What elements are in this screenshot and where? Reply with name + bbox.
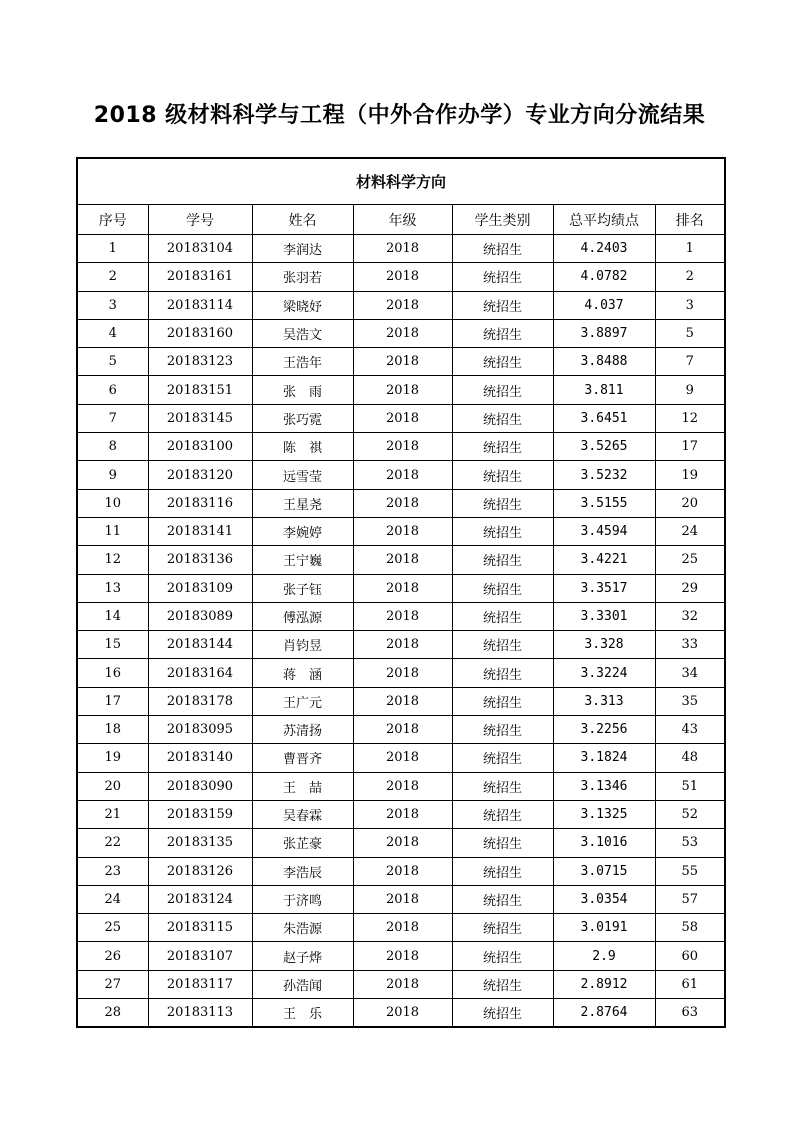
cell-grade: 2018: [353, 319, 452, 347]
cell-name: 苏清扬: [252, 716, 353, 744]
cell-name: 李润达: [252, 235, 353, 263]
cell-seq: 7: [77, 404, 148, 432]
cell-student-id: 20183135: [148, 829, 252, 857]
table-row: [77, 263, 725, 291]
table-row: [77, 744, 725, 772]
cell-gpa: 3.8897: [553, 319, 655, 347]
cell-rank: 1: [655, 235, 725, 263]
cell-seq: 22: [77, 829, 148, 857]
cell-student-type: 统招生: [452, 291, 553, 319]
cell-student-id: 20183113: [148, 999, 252, 1028]
cell-seq: 18: [77, 716, 148, 744]
cell-student-type: 统招生: [452, 744, 553, 772]
table-row: [77, 716, 725, 744]
cell-grade: 2018: [353, 885, 452, 913]
table-row: [77, 489, 725, 517]
cell-rank: 17: [655, 433, 725, 461]
table-row: [77, 687, 725, 715]
cell-student-type: 统招生: [452, 517, 553, 545]
cell-student-id: 20183136: [148, 546, 252, 574]
cell-student-type: 统招生: [452, 404, 553, 432]
cell-grade: 2018: [353, 942, 452, 970]
cell-gpa: 3.313: [553, 687, 655, 715]
cell-grade: 2018: [353, 687, 452, 715]
cell-grade: 2018: [353, 433, 452, 461]
cell-student-id: 20183123: [148, 348, 252, 376]
cell-seq: 15: [77, 631, 148, 659]
cell-grade: 2018: [353, 235, 452, 263]
cell-seq: 2: [77, 263, 148, 291]
cell-rank: 48: [655, 744, 725, 772]
table-row: [77, 857, 725, 885]
cell-name: 赵子烨: [252, 942, 353, 970]
cell-seq: 12: [77, 546, 148, 574]
cell-grade: 2018: [353, 546, 452, 574]
table-row: [77, 829, 725, 857]
cell-student-id: 20183090: [148, 772, 252, 800]
cell-student-type: 统招生: [452, 319, 553, 347]
cell-gpa: 4.2403: [553, 235, 655, 263]
cell-grade: 2018: [353, 517, 452, 545]
cell-student-id: 20183140: [148, 744, 252, 772]
cell-student-type: 统招生: [452, 376, 553, 404]
cell-seq: 8: [77, 433, 148, 461]
cell-grade: 2018: [353, 376, 452, 404]
cell-seq: 5: [77, 348, 148, 376]
cell-rank: 57: [655, 885, 725, 913]
cell-rank: 52: [655, 800, 725, 828]
cell-student-type: 统招生: [452, 716, 553, 744]
cell-name: 张子钰: [252, 574, 353, 602]
table-row: [77, 517, 725, 545]
cell-name: 蒋 涵: [252, 659, 353, 687]
cell-grade: 2018: [353, 659, 452, 687]
cell-student-type: 统招生: [452, 800, 553, 828]
cell-grade: 2018: [353, 914, 452, 942]
section-title: 材料科学方向: [77, 158, 725, 205]
cell-gpa: 3.0715: [553, 857, 655, 885]
cell-gpa: 4.037: [553, 291, 655, 319]
cell-gpa: 3.0354: [553, 885, 655, 913]
cell-student-id: 20183109: [148, 574, 252, 602]
cell-student-id: 20183114: [148, 291, 252, 319]
cell-seq: 9: [77, 461, 148, 489]
cell-gpa: 2.9: [553, 942, 655, 970]
column-header-rank: 排名: [655, 205, 725, 235]
table-row: [77, 404, 725, 432]
cell-name: 吴浩文: [252, 319, 353, 347]
table-row: [77, 376, 725, 404]
cell-rank: 7: [655, 348, 725, 376]
cell-rank: 9: [655, 376, 725, 404]
cell-gpa: 3.1325: [553, 800, 655, 828]
cell-seq: 4: [77, 319, 148, 347]
cell-student-type: 统招生: [452, 885, 553, 913]
cell-student-id: 20183141: [148, 517, 252, 545]
cell-name: 张 雨: [252, 376, 353, 404]
cell-gpa: 3.6451: [553, 404, 655, 432]
cell-student-type: 统招生: [452, 263, 553, 291]
cell-student-type: 统招生: [452, 546, 553, 574]
cell-gpa: 3.8488: [553, 348, 655, 376]
cell-name: 李婉婷: [252, 517, 353, 545]
cell-student-type: 统招生: [452, 461, 553, 489]
cell-student-type: 统招生: [452, 772, 553, 800]
table-row: [77, 433, 725, 461]
cell-student-type: 统招生: [452, 829, 553, 857]
cell-student-id: 20183144: [148, 631, 252, 659]
cell-grade: 2018: [353, 716, 452, 744]
cell-student-id: 20183160: [148, 319, 252, 347]
table-row: [77, 885, 725, 913]
cell-name: 曹晋齐: [252, 744, 353, 772]
table-row: [77, 319, 725, 347]
cell-gpa: 3.3301: [553, 602, 655, 630]
table-row: [77, 999, 725, 1028]
table-row: [77, 800, 725, 828]
cell-rank: 43: [655, 716, 725, 744]
page-title: 2018 级材料科学与工程（中外合作办学）专业方向分流结果: [93, 103, 706, 128]
cell-student-id: 20183117: [148, 970, 252, 998]
cell-name: 李浩辰: [252, 857, 353, 885]
cell-name: 王 乐: [252, 999, 353, 1028]
cell-seq: 6: [77, 376, 148, 404]
cell-rank: 55: [655, 857, 725, 885]
column-header-gpa: 总平均绩点: [553, 205, 655, 235]
cell-grade: 2018: [353, 602, 452, 630]
cell-seq: 1: [77, 235, 148, 263]
cell-rank: 2: [655, 263, 725, 291]
cell-student-type: 统招生: [452, 999, 553, 1028]
cell-rank: 24: [655, 517, 725, 545]
cell-seq: 17: [77, 687, 148, 715]
table-row: [77, 631, 725, 659]
cell-name: 肖钧昱: [252, 631, 353, 659]
cell-grade: 2018: [353, 631, 452, 659]
cell-name: 张羽若: [252, 263, 353, 291]
section-row: [77, 158, 725, 205]
column-header-seq: 序号: [77, 205, 148, 235]
cell-rank: 12: [655, 404, 725, 432]
cell-student-type: 统招生: [452, 348, 553, 376]
cell-grade: 2018: [353, 772, 452, 800]
cell-student-type: 统招生: [452, 857, 553, 885]
cell-name: 张巧霓: [252, 404, 353, 432]
cell-gpa: 3.1016: [553, 829, 655, 857]
cell-grade: 2018: [353, 829, 452, 857]
cell-rank: 51: [655, 772, 725, 800]
cell-grade: 2018: [353, 857, 452, 885]
cell-student-type: 统招生: [452, 489, 553, 517]
cell-seq: 19: [77, 744, 148, 772]
cell-name: 王星尧: [252, 489, 353, 517]
cell-rank: 29: [655, 574, 725, 602]
cell-name: 梁晓妤: [252, 291, 353, 319]
cell-student-type: 统招生: [452, 687, 553, 715]
column-header-student-type: 学生类别: [452, 205, 553, 235]
cell-rank: 19: [655, 461, 725, 489]
cell-seq: 28: [77, 999, 148, 1028]
cell-rank: 33: [655, 631, 725, 659]
cell-gpa: 3.811: [553, 376, 655, 404]
cell-seq: 10: [77, 489, 148, 517]
cell-student-type: 统招生: [452, 914, 553, 942]
cell-gpa: 3.3517: [553, 574, 655, 602]
cell-student-type: 统招生: [452, 602, 553, 630]
cell-name: 远雪莹: [252, 461, 353, 489]
cell-seq: 14: [77, 602, 148, 630]
table-row: [77, 235, 725, 263]
cell-gpa: 3.328: [553, 631, 655, 659]
cell-rank: 5: [655, 319, 725, 347]
cell-gpa: 3.2256: [553, 716, 655, 744]
cell-student-id: 20183145: [148, 404, 252, 432]
cell-name: 陈 祺: [252, 433, 353, 461]
cell-gpa: 3.1824: [553, 744, 655, 772]
cell-gpa: 3.3224: [553, 659, 655, 687]
cell-student-id: 20183151: [148, 376, 252, 404]
column-header-name: 姓名: [252, 205, 353, 235]
cell-seq: 24: [77, 885, 148, 913]
cell-name: 王广元: [252, 687, 353, 715]
cell-gpa: 3.5232: [553, 461, 655, 489]
cell-grade: 2018: [353, 574, 452, 602]
table-row: [77, 291, 725, 319]
cell-gpa: 3.4221: [553, 546, 655, 574]
cell-seq: 27: [77, 970, 148, 998]
table-row: [77, 914, 725, 942]
cell-rank: 58: [655, 914, 725, 942]
table-row: [77, 602, 725, 630]
cell-seq: 13: [77, 574, 148, 602]
table-row: [77, 659, 725, 687]
cell-gpa: 4.0782: [553, 263, 655, 291]
cell-student-type: 统招生: [452, 631, 553, 659]
cell-seq: 20: [77, 772, 148, 800]
cell-grade: 2018: [353, 970, 452, 998]
cell-gpa: 3.1346: [553, 772, 655, 800]
cell-grade: 2018: [353, 489, 452, 517]
cell-student-id: 20183089: [148, 602, 252, 630]
cell-grade: 2018: [353, 263, 452, 291]
cell-gpa: 3.4594: [553, 517, 655, 545]
cell-name: 王宁巍: [252, 546, 353, 574]
cell-rank: 25: [655, 546, 725, 574]
cell-student-id: 20183161: [148, 263, 252, 291]
cell-student-id: 20183104: [148, 235, 252, 263]
cell-student-type: 统招生: [452, 574, 553, 602]
column-header-grade: 年级: [353, 205, 452, 235]
cell-seq: 21: [77, 800, 148, 828]
cell-rank: 20: [655, 489, 725, 517]
cell-grade: 2018: [353, 744, 452, 772]
cell-rank: 61: [655, 970, 725, 998]
cell-grade: 2018: [353, 999, 452, 1028]
cell-student-id: 20183100: [148, 433, 252, 461]
table-row: [77, 546, 725, 574]
cell-rank: 60: [655, 942, 725, 970]
table-row: [77, 574, 725, 602]
results-table: [76, 157, 726, 1028]
cell-name: 孙浩闻: [252, 970, 353, 998]
table-row: [77, 348, 725, 376]
cell-student-type: 统招生: [452, 659, 553, 687]
cell-rank: 53: [655, 829, 725, 857]
cell-seq: 3: [77, 291, 148, 319]
cell-student-id: 20183164: [148, 659, 252, 687]
table-body: [77, 235, 725, 1028]
cell-gpa: 2.8912: [553, 970, 655, 998]
cell-seq: 11: [77, 517, 148, 545]
cell-name: 吴春霖: [252, 800, 353, 828]
table-row: [77, 461, 725, 489]
cell-gpa: 3.5155: [553, 489, 655, 517]
cell-rank: 32: [655, 602, 725, 630]
cell-grade: 2018: [353, 461, 452, 489]
cell-student-id: 20183126: [148, 857, 252, 885]
cell-gpa: 3.5265: [553, 433, 655, 461]
cell-student-type: 统招生: [452, 433, 553, 461]
cell-student-type: 统招生: [452, 235, 553, 263]
cell-name: 于济鸣: [252, 885, 353, 913]
cell-rank: 35: [655, 687, 725, 715]
cell-student-id: 20183095: [148, 716, 252, 744]
cell-name: 傅泓源: [252, 602, 353, 630]
table-row: [77, 772, 725, 800]
cell-student-type: 统招生: [452, 942, 553, 970]
cell-rank: 63: [655, 999, 725, 1028]
cell-name: 朱浩源: [252, 914, 353, 942]
cell-grade: 2018: [353, 348, 452, 376]
cell-student-id: 20183115: [148, 914, 252, 942]
cell-student-id: 20183116: [148, 489, 252, 517]
column-header-student-id: 学号: [148, 205, 252, 235]
cell-student-id: 20183178: [148, 687, 252, 715]
table-row: [77, 970, 725, 998]
cell-name: 张芷豪: [252, 829, 353, 857]
cell-gpa: 2.8764: [553, 999, 655, 1028]
cell-seq: 16: [77, 659, 148, 687]
cell-student-id: 20183159: [148, 800, 252, 828]
cell-gpa: 3.0191: [553, 914, 655, 942]
cell-seq: 23: [77, 857, 148, 885]
cell-student-id: 20183107: [148, 942, 252, 970]
cell-student-id: 20183120: [148, 461, 252, 489]
cell-name: 王 喆: [252, 772, 353, 800]
cell-rank: 34: [655, 659, 725, 687]
cell-student-type: 统招生: [452, 970, 553, 998]
cell-grade: 2018: [353, 291, 452, 319]
cell-student-id: 20183124: [148, 885, 252, 913]
header-row: [77, 205, 725, 235]
table-row: [77, 942, 725, 970]
cell-name: 王浩年: [252, 348, 353, 376]
cell-grade: 2018: [353, 404, 452, 432]
cell-rank: 3: [655, 291, 725, 319]
cell-seq: 26: [77, 942, 148, 970]
cell-seq: 25: [77, 914, 148, 942]
cell-grade: 2018: [353, 800, 452, 828]
